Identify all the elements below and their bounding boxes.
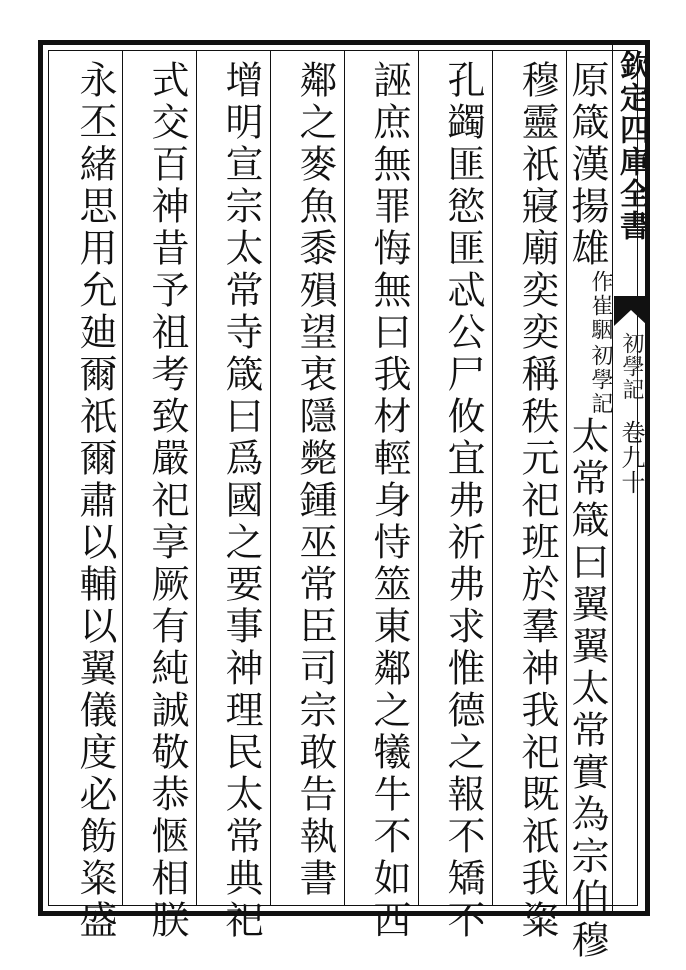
column-divider <box>270 50 271 906</box>
annotation-right: 初學記 <box>588 344 613 416</box>
text-column-4: 誣庶無罪悔無曰我材輕身恃筮東鄰之犧牛不如西 <box>367 60 411 942</box>
text-column-2: 穆靈祇寢廟奕奕稱秩元祀班於羣神我祀既祇我粢 <box>515 60 559 942</box>
column-divider <box>344 50 345 906</box>
annotation-left: 作崔駰 <box>588 270 613 342</box>
column-1-head: 原箴漢揚雄 <box>565 60 609 270</box>
column-divider <box>196 50 197 906</box>
text-column-3: 孔蠲匪慾匪忒公尸攸宜弗祈弗求惟德之報不矯不 <box>441 60 485 942</box>
text-column-7: 式交百神昔予祖考致嚴祀享厥有純誠敬恭愜相朕 <box>145 60 189 942</box>
column-1-tail: 太常箴曰翼翼太常實為宗伯穆 <box>565 416 609 962</box>
text-column-8: 永丕緒思用允廸爾祇爾肅以輔以翼儀度必飭粢盛 <box>73 60 117 942</box>
column-divider <box>492 50 493 906</box>
text-column-5: 鄰之麥魚黍殞望衷隱斃鍾巫常臣司宗敢告執書 <box>293 60 337 900</box>
column-divider <box>122 50 123 906</box>
book-title: 欽定四庫全書 <box>614 50 649 242</box>
text-column-6: 增明宣宗太常寺箴曰爲國之要事神理民太常典祀 <box>219 60 263 942</box>
text-column-1 <box>565 60 613 962</box>
volume-label: 卷九十 <box>617 420 645 495</box>
column-1-annotation <box>588 270 612 416</box>
fishtail-mark-icon <box>614 296 648 326</box>
column-divider <box>418 50 419 906</box>
section-title: 初學記 <box>619 332 644 401</box>
